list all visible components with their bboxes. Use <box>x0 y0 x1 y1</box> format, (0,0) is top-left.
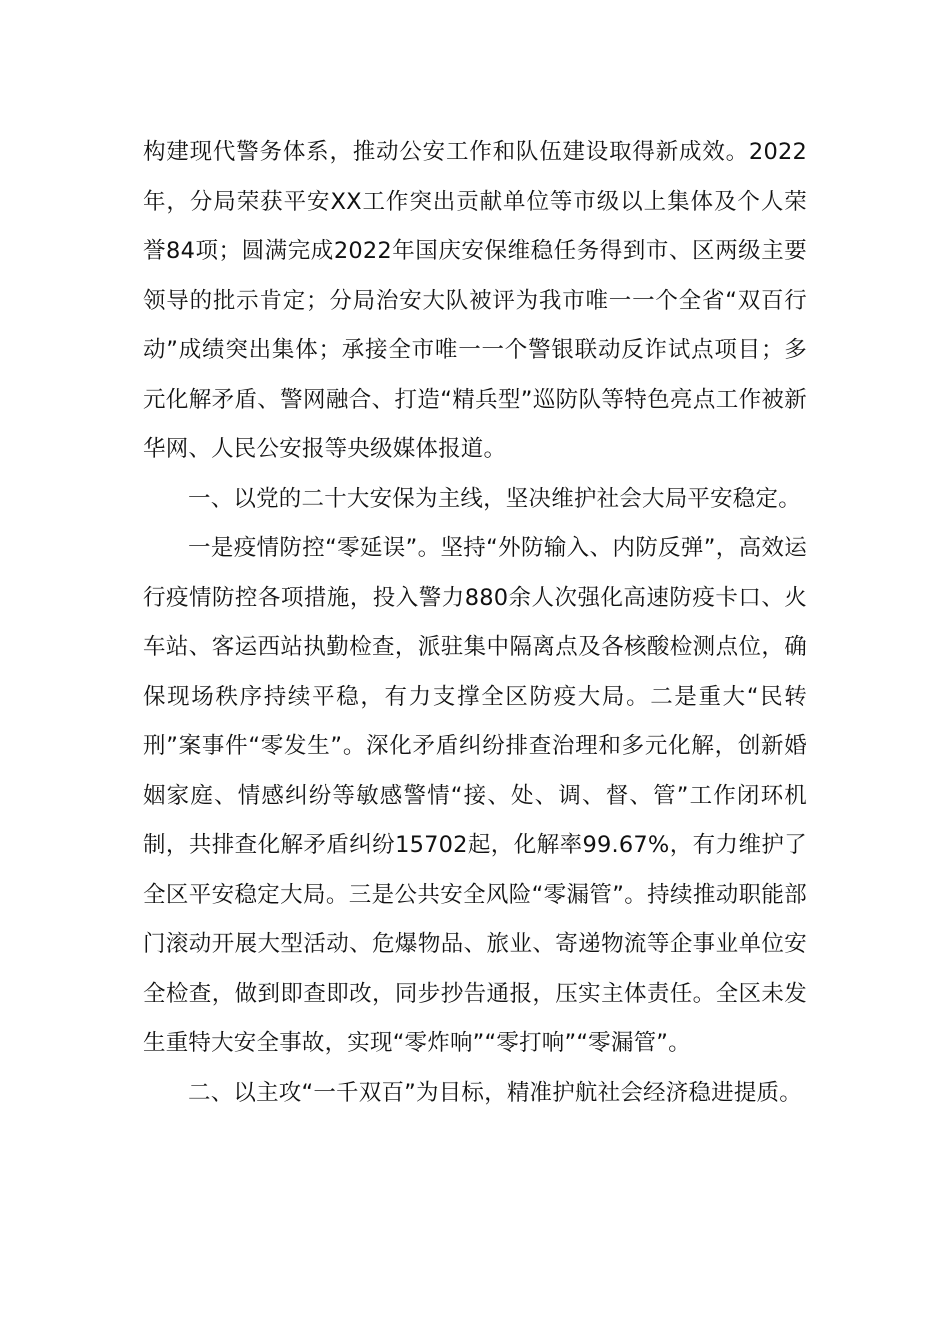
heading-section-one: 一、以党的二十大安保为主线，坚决维护社会大局平安稳定。 <box>188 485 801 512</box>
heading-section-two: 二、以主攻“一千双百”为目标，精准护航社会经济稳进提质。 <box>188 1079 802 1106</box>
document-body <box>143 128 807 1118</box>
paragraph-section-one-body: 一是疫情防控“零延误”。坚持“外防输入、内防反弹”，高效运行疫情防控各项措施，投入警力880余人次强化高速防疫卡口、火车站、客运西站执勤检查，派驻集中隔离点及各核酸检测点位，确保现场秩序持续平稳，有力支撑全区防疫大局。二是重大“民转刑”案事件“零发生”。深化矛盾纠纷排查治理和多元化解，创新婚姻家庭、情感纠纷等敏感警情“接、处、调、督、管”工作闭环机制，共排查化解矛盾纠纷15702起，化解率99.67%，有力维护了全区平安稳定大局。三是公共安全风险“零漏管”。持续推动职能部门滚动开展大型活动、危爆物品、旅业、寄递物流等企事业单位安全检查，做到即查即改，同步抄告通报，压实主体责任。全区未发生重特大安全事故，实现“零炸响”“零打响”“零漏管”。 <box>143 535 807 1056</box>
paragraph-achievements: 构建现代警务体系，推动公安工作和队伍建设取得新成效。2022年，分局荣获平安XX工作突出贡献单位等市级以上集体及个人荣誉84项；圆满完成2022年国庆安保维稳任务得到市、区两级主要领导的批示肯定；分局治安大队被评为我市唯一一个全省“双百行动”成绩突出集体；承接全市唯一一个警银联动反诈试点项目；多元化解矛盾、警网融合、打造“精兵型”巡防队等特色亮点工作被新华网、人民公安报等央级媒体报道。 <box>143 139 807 462</box>
